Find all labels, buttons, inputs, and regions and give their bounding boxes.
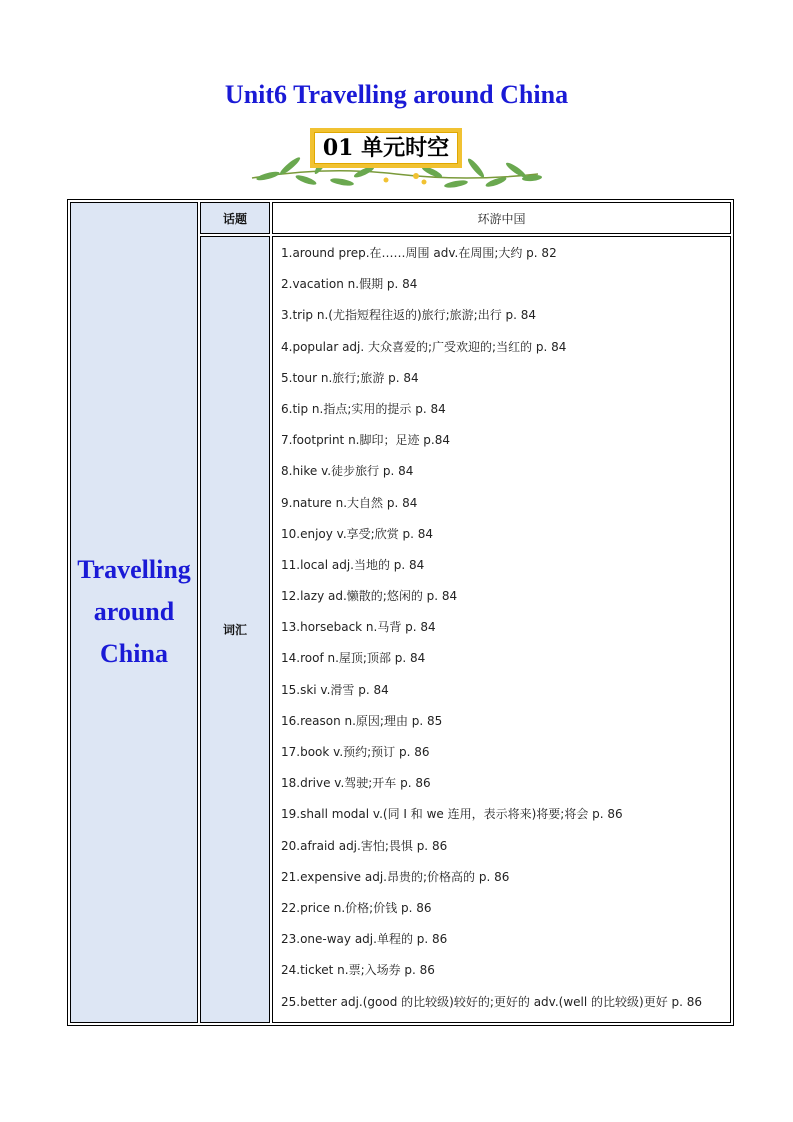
vocab-item: 9.nature n.大自然 p. 84 <box>281 495 418 510</box>
vocab-item: 8.hike v.徒步旅行 p. 84 <box>281 464 414 479</box>
vocab-item: 4.popular adj. 大众喜爱的;广受欢迎的;当红的 p. 84 <box>281 339 567 354</box>
vocab-item: 7.footprint n.脚印；足迹 p.84 <box>281 433 451 448</box>
vocab-item: 15.ski v.滑雪 p. 84 <box>281 682 389 697</box>
unit-topic-line-2: around <box>93 597 175 627</box>
topic-value: 环游中国 <box>272 202 731 234</box>
vocab-item: 18.drive v.驾驶;开车 p. 86 <box>281 776 431 791</box>
unit-topic-cell <box>70 202 198 1023</box>
vocab-item: 25.better adj.(good 的比较级)较好的;更好的 adv.(well 的比较级)更好 p. 86 <box>281 994 703 1009</box>
vocab-item: 16.reason n.原因;理由 p. 85 <box>281 713 443 728</box>
vocab-item: 12.lazy ad.懒散的;悠闲的 p. 84 <box>281 589 458 604</box>
vocab-item: 10.enjoy v.享受;欣赏 p. 84 <box>281 526 434 541</box>
unit-topic-line-1: Travelling <box>77 555 191 585</box>
vocab-item: 6.tip n.指点;实用的提示 p. 84 <box>281 401 446 416</box>
vocab-item: 5.tour n.旅行;旅游 p. 84 <box>281 370 419 385</box>
vocab-item: 22.price n.价格;价钱 p. 86 <box>281 900 432 915</box>
vocab-item: 3.trip n.(尤指短程往返的)旅行;旅游;出行 p. 84 <box>281 308 537 323</box>
vocab-item: 19.shall modal v.(同 I 和 we 连用，表示将来)将要;将会 p. 86 <box>281 807 623 822</box>
vocab-item: 21.expensive adj.昂贵的;价格高的 p. 86 <box>281 869 510 884</box>
vocab-label: 词汇 <box>200 236 270 1023</box>
unit-overview-table <box>67 199 734 1026</box>
vocab-item: 20.afraid adj.害怕;畏惧 p. 86 <box>281 838 448 853</box>
vocab-item: 13.horseback n.马背 p. 84 <box>281 620 436 635</box>
vocab-item: 17.book v.预约;预订 p. 86 <box>281 745 430 759</box>
vocab-item: 14.roof n.屋顶;顶部 p. 84 <box>281 651 426 666</box>
unit-topic-line-3: China <box>100 639 168 669</box>
vocab-item: 2.vacation n.假期 p. 84 <box>281 277 418 292</box>
vocab-cell <box>272 236 731 1023</box>
vocab-item: 1.around prep.在……周围 adv.在周围;大约 p. 82 <box>281 246 557 260</box>
vocab-list <box>281 242 730 1022</box>
vocab-item: 23.one-way adj.单程的 p. 86 <box>281 932 448 947</box>
section-badge-text: 01 单元时空 <box>322 135 450 161</box>
section-badge <box>310 128 462 168</box>
page-title: Unit6 Travelling around China <box>224 80 569 109</box>
section-banner <box>246 124 546 196</box>
topic-label: 话题 <box>200 202 270 234</box>
vocab-item: 11.local adj.当地的 p. 84 <box>281 557 425 572</box>
vocab-item: 24.ticket n.票;入场券 p. 86 <box>281 963 435 978</box>
